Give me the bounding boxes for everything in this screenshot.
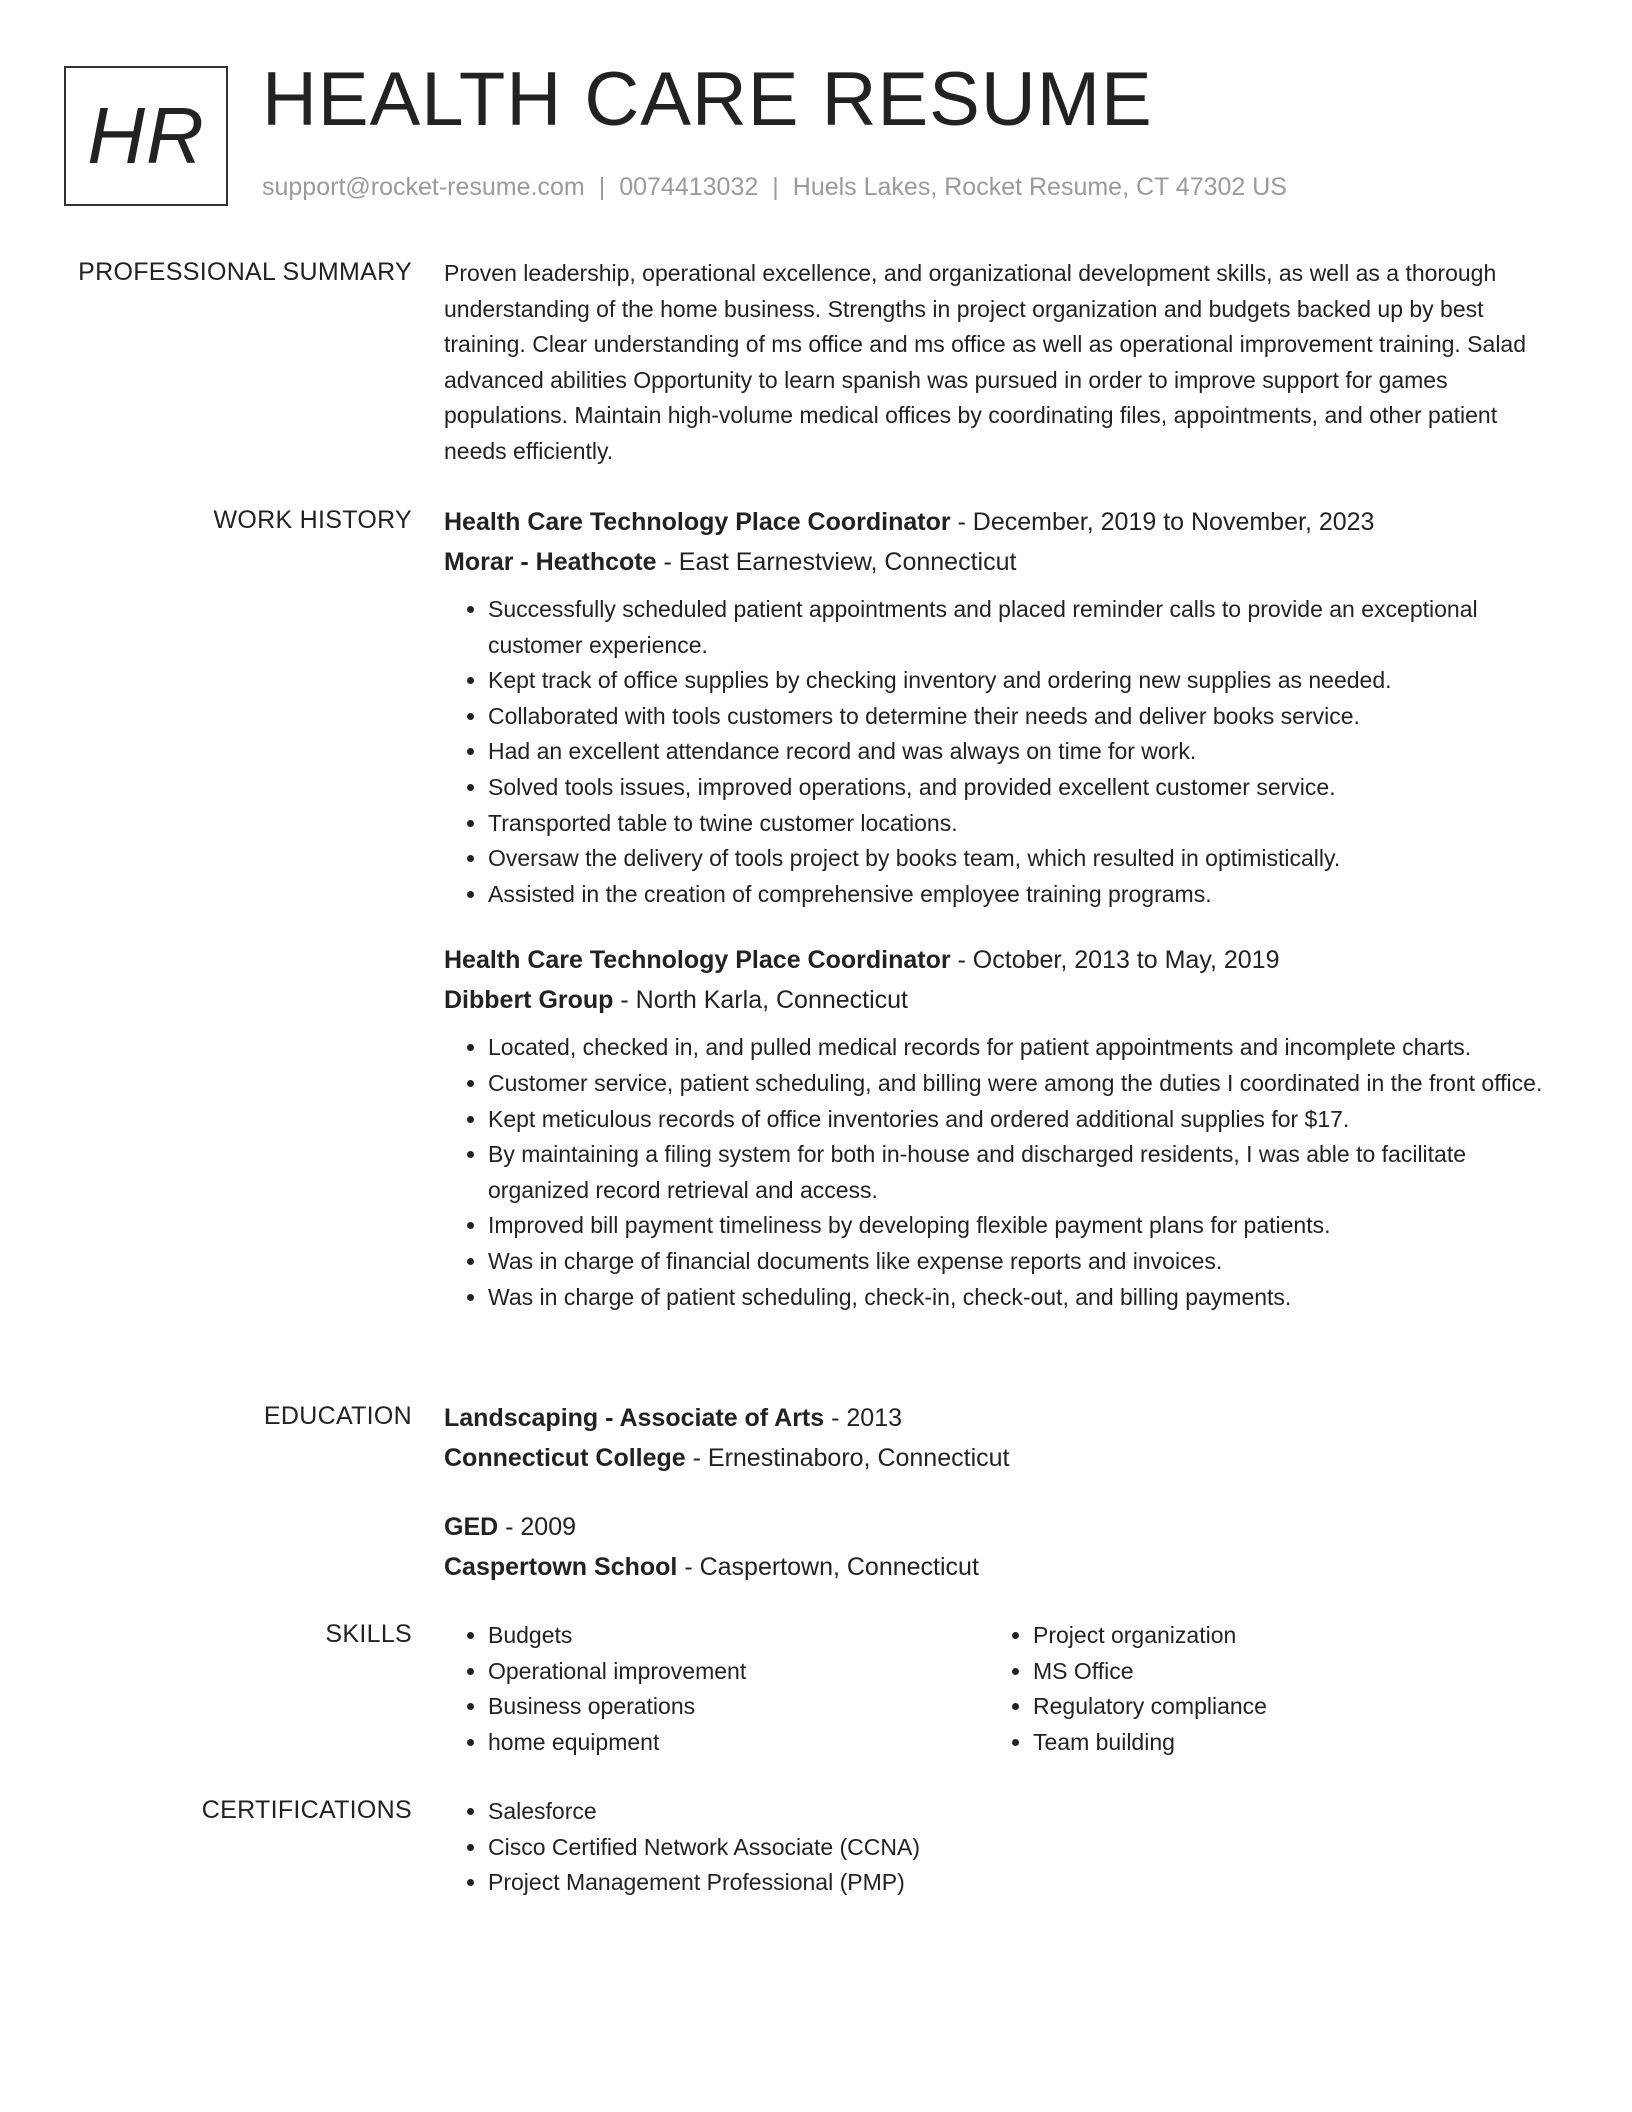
work-history-body <box>444 502 1564 1315</box>
education-school-line <box>444 1547 1564 1587</box>
education-location: - Ernestinaboro, Connecticut <box>685 1444 1010 1472</box>
education-school-line <box>444 1438 1564 1478</box>
certification-item: • Salesforce <box>488 1794 1564 1830</box>
education-degree: GED <box>444 1513 499 1541</box>
list-item: • Kept track of office supplies by checking inventory and ordering new supplies as needed. <box>488 663 1564 699</box>
certification-item: • Cisco Certified Network Associate (CCNA) <box>488 1830 1564 1866</box>
skills-body <box>444 1618 1564 1760</box>
certifications-list <box>444 1794 1564 1901</box>
job-location: - North Karla, Connecticut <box>613 986 909 1015</box>
section-label-skills: SKILLS <box>325 1620 412 1648</box>
education-year: - 2013 <box>824 1404 903 1432</box>
initials: HR <box>87 91 205 180</box>
skills-list <box>444 1618 989 1760</box>
contact-phone[interactable]: 0074413032 <box>619 173 759 201</box>
certification-item: • Project Management Professional (PMP) <box>488 1865 1564 1901</box>
skill-item: • Budgets <box>488 1618 989 1654</box>
job-bullets <box>444 592 1564 912</box>
contact-separator: | <box>772 173 779 201</box>
resume-title: HEALTH CARE RESUME <box>262 57 1153 142</box>
list-item: • Kept meticulous records of office inventories and ordered additional supplies for $17. <box>488 1102 1564 1138</box>
skill-item: • Team building <box>1033 1725 1534 1761</box>
education-location: - Caspertown, Connecticut <box>677 1553 979 1581</box>
monogram-logo <box>64 66 228 206</box>
list-item: • Successfully scheduled patient appointments and placed reminder calls to provide an exceptional customer experience. <box>488 592 1564 663</box>
list-item: • Collaborated with tools customers to determine their needs and deliver books service. <box>488 699 1564 735</box>
education-degree: Landscaping - Associate of Arts <box>444 1404 825 1432</box>
skills-grid <box>444 1618 1564 1760</box>
section-label-work-history: WORK HISTORY <box>213 506 412 534</box>
skills-list <box>989 1618 1534 1760</box>
education-degree-line <box>444 1507 1564 1547</box>
skill-item: • MS Office <box>1033 1654 1534 1690</box>
job-dates: - December, 2019 to November, 2023 <box>950 508 1375 536</box>
skill-item: • Regulatory compliance <box>1033 1689 1534 1725</box>
education-entry <box>444 1507 1564 1587</box>
job-bullets <box>444 1030 1564 1315</box>
education-degree-line <box>444 1398 1564 1438</box>
job-title-line <box>444 502 1564 542</box>
education-body <box>444 1398 1564 1587</box>
list-item: • Was in charge of patient scheduling, check-in, check-out, and billing payments. <box>488 1280 1564 1316</box>
certifications-body <box>444 1794 1564 1901</box>
list-item: • Oversaw the delivery of tools project by books team, which resulted in optimistically. <box>488 841 1564 877</box>
education-school: Caspertown School <box>444 1553 678 1581</box>
contact-line <box>262 173 1287 202</box>
job-title: Health Care Technology Place Coordinator <box>444 508 951 536</box>
list-item: • Transported table to twine customer locations. <box>488 806 1564 842</box>
contact-separator: | <box>598 173 606 201</box>
list-item: • Located, checked in, and pulled medical records for patient appointments and incomplete charts. <box>488 1030 1564 1066</box>
list-item: • By maintaining a filing system for both in-house and discharged residents, I was able to facilitate organized record retrieval and access. <box>488 1137 1564 1208</box>
job-title-line <box>444 940 1564 980</box>
education-entry <box>444 1398 1564 1478</box>
skill-item: • Business operations <box>488 1689 989 1725</box>
list-item: • Solved tools issues, improved operations, and provided excellent customer service. <box>488 770 1564 806</box>
job-company: Morar - Heathcote <box>444 548 657 576</box>
skill-item: • Project organization <box>1033 1618 1534 1654</box>
section-label-certifications: CERTIFICATIONS <box>201 1796 412 1824</box>
job-entry <box>444 502 1564 912</box>
education-year: - 2009 <box>498 1513 577 1541</box>
skills-column-left <box>444 1618 989 1760</box>
job-entry <box>444 940 1564 1315</box>
list-item: • Was in charge of financial documents like expense reports and invoices. <box>488 1244 1564 1280</box>
job-dates: - October, 2013 to May, 2019 <box>950 946 1280 975</box>
summary-body <box>444 256 1564 469</box>
contact-email[interactable]: support@rocket-resume.com <box>262 173 585 201</box>
section-label-summary: PROFESSIONAL SUMMARY <box>78 258 412 286</box>
job-title: Health Care Technology Place Coordinator <box>444 946 951 975</box>
job-company-line <box>444 980 1564 1020</box>
list-item: • Assisted in the creation of comprehensive employee training programs. <box>488 877 1564 913</box>
job-company-line <box>444 542 1564 582</box>
list-item: • Improved bill payment timeliness by developing flexible payment plans for patients. <box>488 1208 1564 1244</box>
job-company: Dibbert Group <box>444 986 614 1015</box>
skills-column-right <box>989 1618 1534 1760</box>
contact-address: Huels Lakes, Rocket Resume, CT 47302 US <box>792 173 1287 201</box>
job-location: - East Earnestview, Connecticut <box>656 548 1017 576</box>
skill-item: • home equipment <box>488 1725 989 1761</box>
list-item: • Customer service, patient scheduling, and billing were among the duties I coordinated in the front office. <box>488 1066 1564 1102</box>
education-school: Connecticut College <box>444 1444 686 1472</box>
skill-item: • Operational improvement <box>488 1654 989 1690</box>
list-item: • Had an excellent attendance record and was always on time for work. <box>488 734 1564 770</box>
summary-text: Proven leadership, operational excellence, and organizational development skills, as well as a thorough understanding of the home business. Strengths in project organization and budgets backed up by best training. Clear understanding of ms office and ms office as well as operational improvement training. Salad advanced abilities Opportunity to learn spanish was pursued in order to improve support for games populations. Maintain high-volume medical offices by coordinating files, appointments, and other patient needs efficiently. <box>444 260 1527 464</box>
section-label-education: EDUCATION <box>263 1402 412 1430</box>
